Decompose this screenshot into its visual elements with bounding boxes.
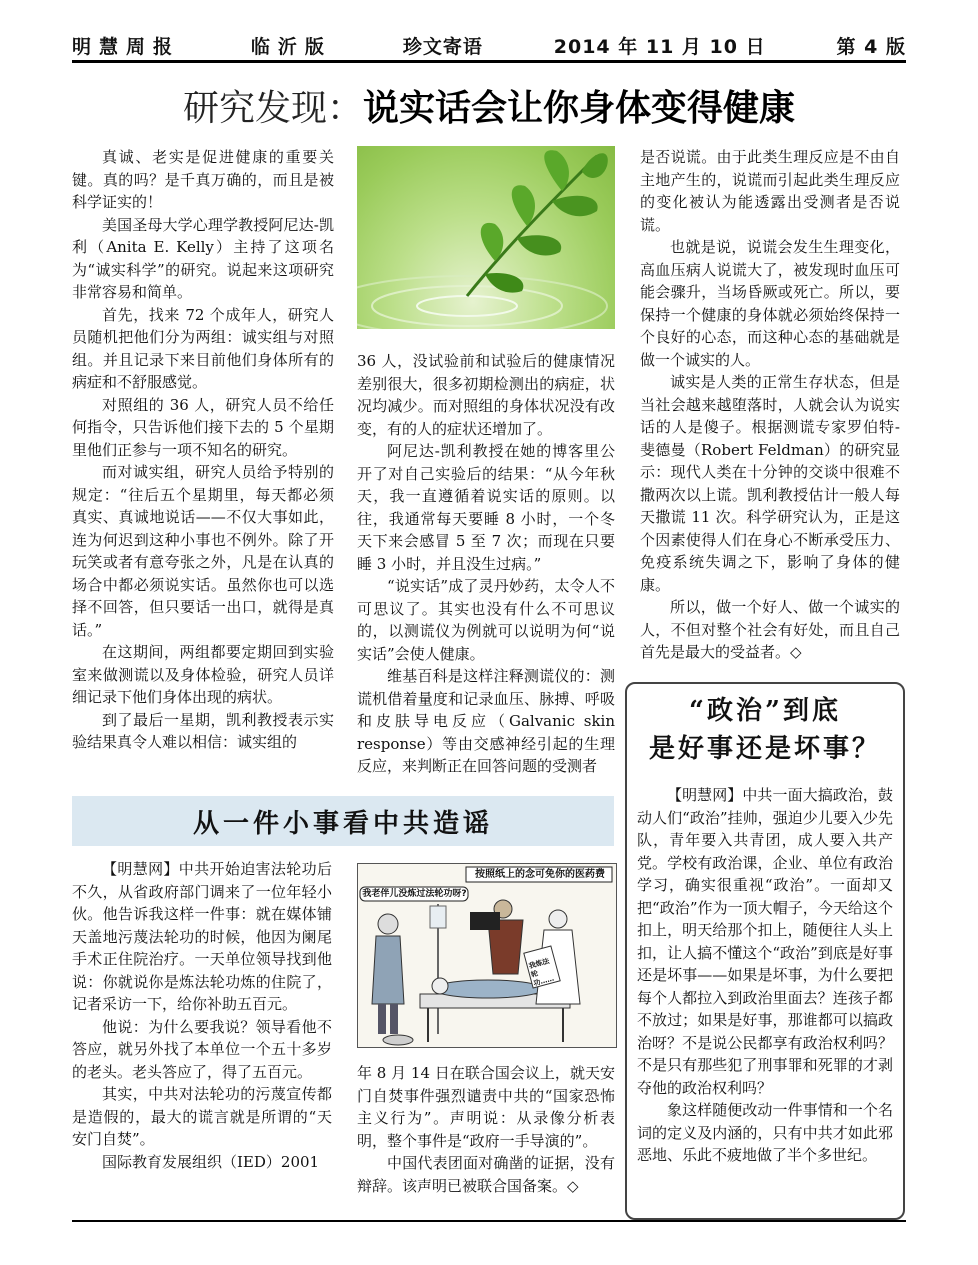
paragraph: 其实，中共对法轮功的污蔑宣传都是造假的，最大的谎言就是所谓的“天安门自焚”。 <box>72 1085 332 1148</box>
paragraph: 也就是说，说谎会发生生理变化，高血压病人说谎大了，被发现时血压可能会骤升，当场昏厥或死亡。所以，要保持一个健康的身体就必须始终保持一个良好的心态，而这种心态的基础就是做一个诚实的人。 <box>640 238 900 369</box>
paragraph: 年 8 月 14 日在联合国会议上，就天安门自焚事件强烈谴责中共的“国家恐怖主义行为”。声明说：从录像分析表明，整个事件是“政府一手导演的”。 <box>357 1064 615 1150</box>
article3-body <box>637 784 893 1167</box>
paragraph: 在这期间，两组都要定期回到实验室来做测谎以及身体检验，研究人员详细记录下他们身体出现的病状。 <box>72 643 334 706</box>
article1-title <box>0 80 978 131</box>
paragraph: 而对诚实组，研究人员给予特别的规定：“往后五个星期里，每天都必须真实、真诚地说话——不仅大事如此，连为何迟到这种小事也不例外。除了开玩笑或者有意夸张之外，凡是在认真的场合中都必须说实话。虽然你也可以选择不回答，但只要话一出口，就得是真话。” <box>72 463 334 639</box>
paragraph: 【明慧网】中共开始迫害法轮功后不久，从省政府部门调来了一位年轻小伙。他告诉我这样一件事：就在媒体铺天盖地污蔑法轮功的时候，他因为阑尾手术正住院治疗。一天单位领导找到他说：你就说你是炼法轮功炼的住院了，记者采访一下，给你补助五百元。 <box>72 860 332 1013</box>
article1-title-main: 说实话会让你身体变得健康 <box>363 88 796 129</box>
article1-column-3 <box>640 146 900 664</box>
section-name: 珍文寄语 <box>402 35 483 58</box>
header-rule <box>72 60 906 63</box>
article2-column-1 <box>72 858 332 1173</box>
paragraph: 36 人，没试验前和试验后的健康情况差别很大，很多初期检测出的病症，状况均减少。而对照组的身体状况没有改变，有的人的症状还增加了。 <box>357 352 615 438</box>
hospital-cartoon <box>357 863 617 1048</box>
paragraph: 对照组的 36 人，研究人员不给任何指令，只告诉他们接下去的 5 个星期里他们正参与一项不知名的研究。 <box>72 395 334 459</box>
edition-name: 临沂版 <box>250 35 332 58</box>
paragraph: 诚实是人类的正常生存状态，但是当社会越来越堕落时，人就会认为说实话的人是傻子。根据测谎专家罗伯特-斐德曼（Robert Feldman）的研究显示：现代人类在十分钟的交谈中很难不撒两次以上谎。凯利教授估计一般人每天撒谎 11 次。科学研究认为，正是这个因素使得人们在身心不断承受压力、免疫系统失调之下，影响了身体的健康。 <box>640 373 900 594</box>
article1-title-prefix: 研究发现： <box>182 88 363 129</box>
article3-title-line2: 是好事还是坏事？ <box>648 734 881 764</box>
footer-rule <box>72 1220 906 1222</box>
publication-name: 明慧周报 <box>72 35 181 58</box>
paragraph: 国际教育发展组织（IED）2001 <box>102 1152 320 1171</box>
issue-date: 2014 年 11 月 10 日 <box>553 35 766 58</box>
paragraph: 美国圣母大学心理学教授阿尼达-凯利（Anita E. Kelly）主持了这项名为“诚实科学”的研究。说起来这项研究非常容易和简单。 <box>72 215 334 301</box>
paragraph: 他说：为什么要我说？领导看他不答应，就另外找了本单位一个五十多岁的老头。老头答应了，得了五百元。 <box>72 1017 332 1081</box>
paragraph: 真诚、老实是促进健康的重要关键。真的吗？是千真万确的，而且是被科学证实的！ <box>72 148 334 211</box>
paragraph: 所以，做一个好人、做一个诚实的人，不但对整个社会有好处，而且自己首先是最大的受益者。◇ <box>640 598 900 661</box>
article3-box <box>625 682 905 1220</box>
paragraph: 首先，找来 72 个成年人，研究人员随机把他们分为两组：诚实组与对照组。并且记录下来目前他们身体所有的病症和不舒服感觉。 <box>72 305 334 391</box>
paragraph: “说实话”成了灵丹妙药，太令人不可思议了。其实也没有什么不可思议的，以测谎仪为例就可以说明为何“说实话”会使人健康。 <box>357 577 615 663</box>
paragraph: 是否说谎。由于此类生理反应是不由自主地产生的，说谎而引起此类生理反应的变化被认为能透露出受测者是否说谎。 <box>640 148 900 234</box>
paragraph: 阿尼达-凯利教授在她的博客里公开了对自己实验后的结果：“从今年秋天，我一直遵循着说实话的原则。以往，我通常每天要睡 8 小时，一个冬天下来会感冒 5 至 7 次；而现在只要睡 3 小时，并且没生过病。” <box>357 442 615 573</box>
leaf-photo <box>357 146 615 329</box>
article1-column-1 <box>72 146 334 754</box>
cartoon-speech-bubble: 我老伴儿没炼过法轮功呀? <box>362 889 467 899</box>
paragraph: 维基百科是这样注释测谎仪的：测谎机借着量度和记录血压、脉搏、呼吸和皮肤导电反应（Galvanic skin response）等由交感神经引起的生理反应，来判断正在回答问题的受测者 <box>357 667 615 775</box>
article2-column-2 <box>357 1062 615 1197</box>
cartoon-sign: 按照纸上的念可免你的医药费 <box>475 869 605 880</box>
paragraph: 中国代表团面对确凿的证据，没有辩辞。该声明已被联合国备案。◇ <box>357 1154 615 1195</box>
article3-title-line1: “政治”到底 <box>689 696 841 726</box>
paragraph: 到了最后一星期，凯利教授表示实验结果真令人难以相信：诚实组的 <box>72 710 334 751</box>
article3-title <box>627 692 903 768</box>
masthead <box>72 30 906 60</box>
article2-title: 从一件小事看中共造谣 <box>72 796 614 846</box>
paragraph: 【明慧网】中共一面大搞政治，鼓动人们“政治”挂帅，强迫少儿要入少先队，青年要入共青团，成人要入共产党。学校有政治课，企业、单位有政治学习，确实很重视“政治”。一面却又把“政治”作为一顶大帽子，今天给这个扣上，明天给那个扣上，随便往人头上扣，让人搞不懂这个“政治”到底是好事还是坏事——如果是坏事，为什么要把每个人都拉入到政治里面去？连孩子都不放过；如果是好事，那谁都可以搞政治呀？不是说公民都享有政治权利吗？不是只有那些犯了刑事罪和死罪的才剥夺他的政治权利吗？ <box>637 786 893 1097</box>
page-number: 第 4 版 <box>836 35 906 58</box>
paragraph: 象这样随便改动一件事情和一个名词的定义及内涵的，只有中共才如此邪恶地、乐此不疲地做了半个多世纪。 <box>637 1101 893 1164</box>
cartoon-paper: 我炼法轮功…… <box>527 957 555 988</box>
article1-column-2 <box>357 350 615 778</box>
